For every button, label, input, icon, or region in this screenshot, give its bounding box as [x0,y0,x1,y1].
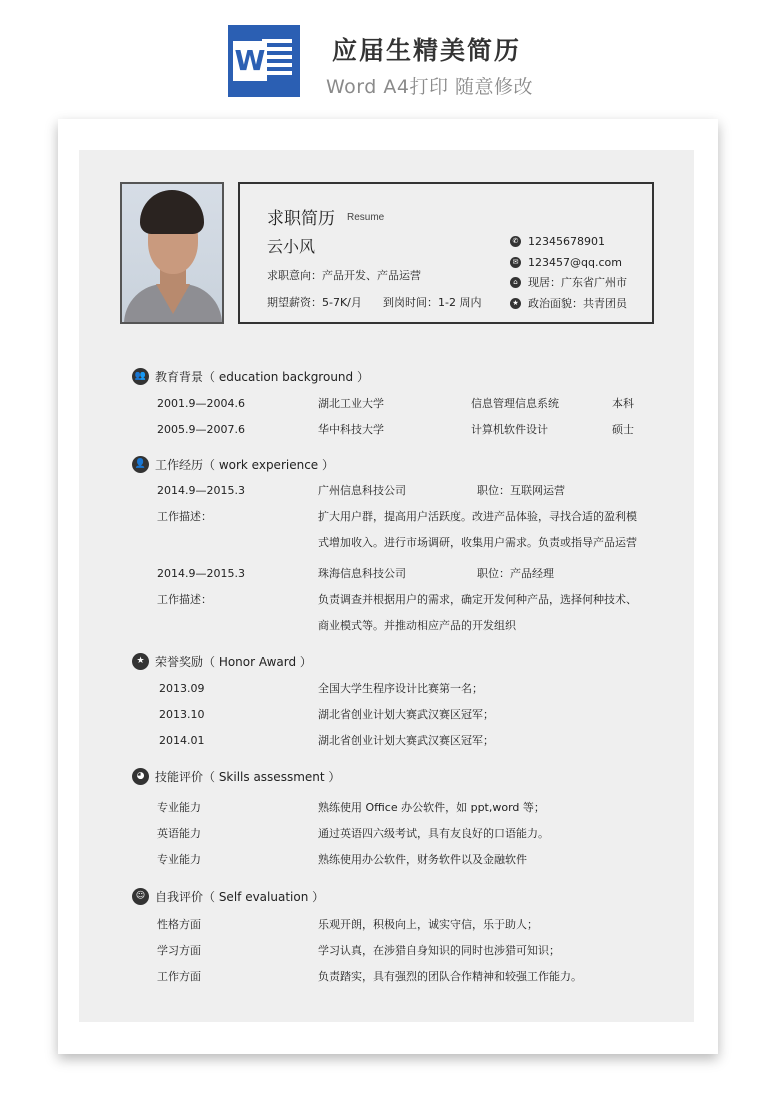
skill-text: 熟练使用办公软件，财务软件以及金融软件 [318,853,527,866]
skill-text: 通过英语四六级考试，具有友良好的口语能力。 [318,827,549,840]
edu-degree: 本科 [612,397,634,410]
word-icon [228,25,300,97]
job-desc-line: 负责调查并根据用户的需求，确定开发何种产品，选择何种技术、 [318,593,637,606]
job-company: 珠海信息科技公司 [318,567,406,580]
arrival-time: 到岗时间：1-2 周内 [383,296,482,309]
edu-period: 2001.9—2004.6 [157,397,245,410]
honor-date: 2014.01 [159,734,205,747]
self-label: 工作方面 [157,970,201,983]
edu-degree: 硕士 [612,423,634,436]
contact-location: ⌂ 现居：广东省广州市 [510,274,627,290]
contact-political: ★ 政治面貌：共青团员 [510,295,627,311]
skills-heading: ◕ 技能评价（ Skills assessment ） [132,766,340,786]
header-box [238,182,654,324]
party-icon: ★ [510,298,521,309]
job-desc-label: 工作描述： [157,510,212,523]
honor-date: 2013.09 [159,682,205,695]
self-text: 乐观开朗，积极向上，诚实守信，乐于助人； [318,918,538,931]
resume-paper [58,119,718,1054]
self-label: 学习方面 [157,944,201,957]
pie-icon: ◕ [132,768,149,785]
job-desc-line: 商业模式等。并推动相应产品的开发组织 [318,619,516,632]
job-position: 职位：互联网运营 [477,484,565,497]
job-desc-label: 工作描述： [157,593,212,606]
edu-school: 华中科技大学 [318,423,384,436]
job-desc-line: 式增加收入。进行市场调研，收集用户需求。负责或指导产品运营 [318,536,637,549]
skill-text: 熟练使用 Office 办公软件，如 ppt,word 等； [318,801,545,814]
word-letter: W [233,41,267,81]
honor-heading: ★ 荣誉奖励（ Honor Award ） [132,651,312,671]
banner-subtitle: Word A4打印 随意修改 [326,76,534,98]
job-period: 2014.9—2015.3 [157,567,245,580]
job-period: 2014.9—2015.3 [157,484,245,497]
resume-sheet [79,150,694,1022]
banner [0,0,774,110]
resume-title-en: Resume [347,212,385,223]
honor-text: 湖北省创业计划大赛武汉赛区冠军； [318,734,494,747]
job-desc-line: 扩大用户群，提高用户活跃度。改进产品体验，寻找合适的盈利模 [318,510,637,523]
edu-major: 计算机软件设计 [471,423,548,436]
honor-text: 全国大学生程序设计比赛第一名； [318,682,483,695]
skill-label: 专业能力 [157,853,201,866]
contact-phone: ✆ 12345678901 [510,233,605,249]
self-label: 性格方面 [157,918,201,931]
person-icon: ☺ [132,888,149,905]
star-icon: ★ [132,653,149,670]
self-text: 学习认真，在涉猎自身知识的同时也涉猎可知识； [318,944,560,957]
honor-date: 2013.10 [159,708,205,721]
job-intent: 求职意向：产品开发、产品运营 [267,269,421,282]
self-text: 负责踏实，具有强烈的团队合作精神和较强工作能力。 [318,970,582,983]
phone-icon: ✆ [510,236,521,247]
email-icon: ✉ [510,257,521,268]
banner-title: 应届生精美简历 [332,36,522,65]
job-company: 广州信息科技公司 [318,484,406,497]
contact-email: ✉ 123457@qq.com [510,254,622,270]
worker-icon: 👤 [132,456,149,473]
skill-label: 专业能力 [157,801,201,814]
work-heading: 👤 工作经历（ work experience ） [132,454,334,474]
location-icon: ⌂ [510,277,521,288]
self-heading: ☺ 自我评价（ Self evaluation ） [132,886,324,906]
resume-title: 求职简历 [267,209,335,229]
skill-label: 英语能力 [157,827,201,840]
profile-photo [120,182,224,324]
education-heading: 👥 教育背景（ education background ） [132,366,369,386]
honor-text: 湖北省创业计划大赛武汉赛区冠军； [318,708,494,721]
job-position: 职位：产品经理 [477,567,554,580]
edu-period: 2005.9—2007.6 [157,423,245,436]
candidate-name: 云小风 [267,237,316,256]
people-icon: 👥 [132,368,149,385]
edu-major: 信息管理信息系统 [471,397,559,410]
edu-school: 湖北工业大学 [318,397,384,410]
expected-salary: 期望薪资：5-7K/月 [267,296,362,309]
